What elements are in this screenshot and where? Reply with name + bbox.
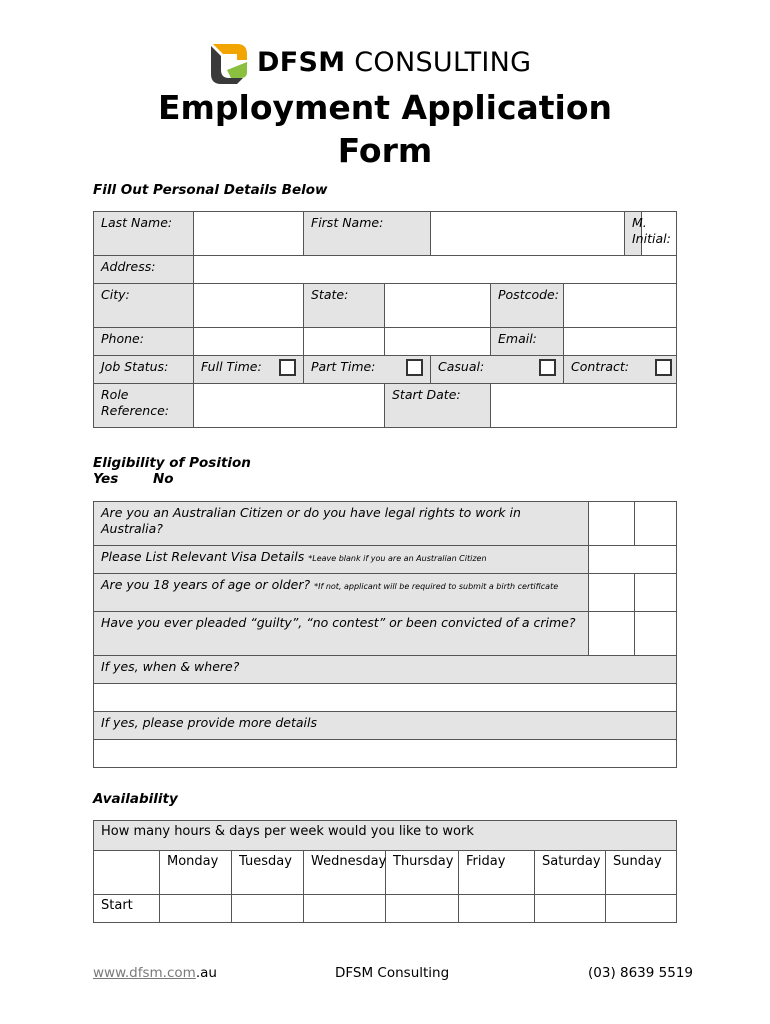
- q-citizen: Are you an Australian Citizen or do you have legal rights to work in Australia?: [94, 502, 589, 546]
- job-status-label: Job Status:: [94, 356, 194, 384]
- role-reference-field[interactable]: [194, 384, 385, 428]
- day-header: Wednesday: [304, 851, 386, 895]
- when-where-label: If yes, when & where?: [94, 656, 677, 684]
- day-header-blank: [94, 851, 160, 895]
- footer-phone: (03) 8639 5519: [588, 965, 694, 981]
- casual-option: [431, 356, 564, 384]
- yes-no-headers: [93, 471, 251, 487]
- title-line-2: Form: [337, 131, 433, 170]
- title-line-1: Employment Application: [157, 88, 613, 127]
- q-conviction-yes[interactable]: [589, 612, 635, 656]
- start-friday-field[interactable]: [459, 895, 535, 923]
- part-time-checkbox[interactable]: [406, 359, 423, 376]
- start-date-field[interactable]: [491, 384, 677, 428]
- start-tuesday-field[interactable]: [232, 895, 304, 923]
- part-time-label: Part Time:: [311, 359, 376, 374]
- state-label: State:: [304, 284, 385, 328]
- brand-name: [257, 47, 531, 78]
- last-name-field[interactable]: [194, 212, 304, 256]
- postcode-label: Postcode:: [491, 284, 564, 328]
- contract-option: [564, 356, 677, 384]
- company-logo: [207, 40, 531, 84]
- email-field[interactable]: [564, 328, 677, 356]
- contract-checkbox[interactable]: [655, 359, 672, 376]
- eligibility-table: [93, 501, 677, 768]
- day-header: Tuesday: [232, 851, 304, 895]
- brand-light: CONSULTING: [354, 46, 532, 78]
- phone-field[interactable]: [194, 328, 304, 356]
- q-citizen-no[interactable]: [635, 502, 677, 546]
- q-visa: [94, 546, 589, 574]
- q-visa-note: *Leave blank if you are an Australian Citizen: [308, 554, 487, 563]
- q-conviction-no[interactable]: [635, 612, 677, 656]
- city-field[interactable]: [194, 284, 304, 328]
- phone-label: Phone:: [94, 328, 194, 356]
- full-time-label: Full Time:: [201, 359, 262, 374]
- city-label: City:: [94, 284, 194, 328]
- q-age-note: *If not, applicant will be required to submit a birth certificate: [314, 582, 559, 591]
- when-where-field[interactable]: [94, 684, 677, 712]
- q-age: [94, 574, 589, 612]
- availability-heading: Availability: [93, 791, 178, 807]
- start-date-label: Start Date:: [385, 384, 491, 428]
- start-saturday-field[interactable]: [535, 895, 606, 923]
- dfsm-logo-icon: [207, 40, 249, 84]
- no-header: No: [152, 471, 174, 487]
- footer-website: [93, 965, 217, 981]
- personal-heading: Fill Out Personal Details Below: [93, 182, 328, 198]
- website-link[interactable]: www.dfsm.com: [93, 965, 196, 981]
- address-label: Address:: [94, 256, 194, 284]
- state-field[interactable]: [385, 284, 491, 328]
- availability-table: [93, 820, 677, 923]
- role-reference-label: Role Reference:: [94, 384, 194, 428]
- day-header: Saturday: [535, 851, 606, 895]
- first-name-label: First Name:: [304, 212, 431, 256]
- day-header: Sunday: [606, 851, 677, 895]
- website-suffix: .au: [195, 965, 217, 981]
- casual-label: Casual:: [438, 359, 485, 374]
- postcode-field[interactable]: [564, 284, 677, 328]
- page-title: [0, 86, 770, 172]
- day-header: Thursday: [386, 851, 459, 895]
- full-time-checkbox[interactable]: [279, 359, 296, 376]
- more-details-label: If yes, please provide more details: [94, 712, 677, 740]
- availability-question: How many hours & days per week would you like to work: [94, 821, 677, 851]
- start-sunday-field[interactable]: [606, 895, 677, 923]
- q-conviction: Have you ever pleaded “guilty”, “no contest” or been convicted of a crime?: [94, 612, 589, 656]
- q-age-text: Are you 18 years of age or older?: [101, 577, 311, 592]
- email-label: Email:: [491, 328, 564, 356]
- q-citizen-yes[interactable]: [589, 502, 635, 546]
- phone-field-2[interactable]: [304, 328, 385, 356]
- start-wednesday-field[interactable]: [304, 895, 386, 923]
- day-header: Friday: [459, 851, 535, 895]
- visa-details-field[interactable]: [589, 546, 677, 574]
- footer-company: DFSM Consulting: [335, 965, 450, 981]
- eligibility-heading: [93, 455, 251, 487]
- eligibility-title: Eligibility of Position: [93, 455, 251, 471]
- m-initial-label: M. Initial:: [625, 212, 642, 256]
- start-thursday-field[interactable]: [386, 895, 459, 923]
- personal-details-table: [93, 211, 677, 428]
- more-details-field[interactable]: [94, 740, 677, 768]
- brand-bold: DFSM: [257, 46, 346, 78]
- first-name-field[interactable]: [431, 212, 625, 256]
- q-visa-text: Please List Relevant Visa Details: [101, 549, 305, 564]
- contract-label: Contract:: [571, 359, 629, 374]
- last-name-label: Last Name:: [94, 212, 194, 256]
- full-time-option: [194, 356, 304, 384]
- start-row-label: Start: [94, 895, 160, 923]
- q-age-yes[interactable]: [589, 574, 635, 612]
- phone-field-3[interactable]: [385, 328, 491, 356]
- part-time-option: [304, 356, 431, 384]
- casual-checkbox[interactable]: [539, 359, 556, 376]
- address-field[interactable]: [194, 256, 677, 284]
- yes-header: Yes: [93, 471, 119, 487]
- start-monday-field[interactable]: [160, 895, 232, 923]
- q-age-no[interactable]: [635, 574, 677, 612]
- day-header: Monday: [160, 851, 232, 895]
